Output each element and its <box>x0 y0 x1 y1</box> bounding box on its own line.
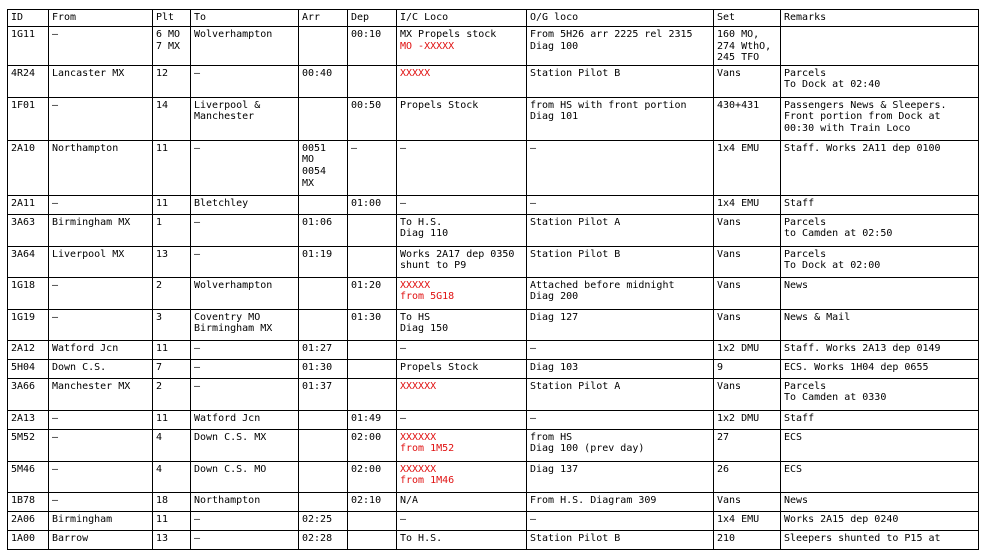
og-loco-cell: Station Pilot B <box>527 65 714 97</box>
remarks-cell: News & Mail <box>781 309 979 340</box>
ic-loco-cell <box>397 378 527 410</box>
arrival-cell <box>299 410 348 429</box>
departure-cell: 02:00 <box>348 461 397 492</box>
to-cell: Down C.S. MX <box>191 429 299 461</box>
header-og-loco: O/G loco <box>527 10 714 27</box>
platform-cell: 1 <box>153 214 191 246</box>
og-loco-cell: – <box>527 195 714 214</box>
train-id-cell: 1G18 <box>8 277 49 309</box>
ic-loco-text: Propels Stock <box>400 361 479 373</box>
arrival-cell <box>299 195 348 214</box>
arrival-cell <box>299 461 348 492</box>
set-cell: 1x4 EMU <box>714 511 781 530</box>
from-cell: – <box>49 27 153 66</box>
set-cell: 1x2 DMU <box>714 410 781 429</box>
platform-cell: 11 <box>153 410 191 429</box>
og-loco-cell: from HS Diag 100 (prev day) <box>527 429 714 461</box>
remarks-cell: News <box>781 277 979 309</box>
from-cell: – <box>49 195 153 214</box>
platform-cell: 11 <box>153 140 191 195</box>
to-cell: – <box>191 359 299 378</box>
header-from: From <box>49 10 153 27</box>
header-id: ID <box>8 10 49 27</box>
ic-loco-cell <box>397 492 527 511</box>
ic-loco-red-text: XXXXXX <box>400 380 437 392</box>
table-row <box>8 246 979 277</box>
set-cell: Vans <box>714 246 781 277</box>
arrival-cell <box>299 429 348 461</box>
to-cell: Down C.S. MO <box>191 461 299 492</box>
train-id-cell: 1G19 <box>8 309 49 340</box>
remarks-cell: ECS. Works 1H04 dep 0655 <box>781 359 979 378</box>
train-id-cell: 2A12 <box>8 340 49 359</box>
departure-cell <box>348 511 397 530</box>
arrival-cell: 00:40 <box>299 65 348 97</box>
ic-loco-text: To HS Diag 150 <box>400 311 449 335</box>
ic-loco-text: Propels Stock <box>400 99 479 111</box>
ic-loco-text: – <box>400 197 407 209</box>
ic-loco-cell <box>397 246 527 277</box>
to-cell: Northampton <box>191 492 299 511</box>
header-row <box>8 10 979 27</box>
set-cell: 210 <box>714 530 781 549</box>
ic-loco-cell <box>397 97 527 140</box>
to-cell: Coventry MO Birmingham MX <box>191 309 299 340</box>
ic-loco-cell <box>397 461 527 492</box>
ic-loco-text: N/A <box>400 494 419 506</box>
from-cell: Lancaster MX <box>49 65 153 97</box>
platform-cell: 2 <box>153 378 191 410</box>
ic-loco-text: – <box>400 142 407 154</box>
ic-loco-cell <box>397 309 527 340</box>
platform-cell: 7 <box>153 359 191 378</box>
og-loco-cell: Station Pilot A <box>527 378 714 410</box>
platform-cell: 13 <box>153 246 191 277</box>
set-cell: 430+431 <box>714 97 781 140</box>
platform-cell: 18 <box>153 492 191 511</box>
to-cell: – <box>191 214 299 246</box>
og-loco-cell: Diag 137 <box>527 461 714 492</box>
arrival-cell: 0051 MO 0054 MX <box>299 140 348 195</box>
platform-cell: 11 <box>153 340 191 359</box>
departure-cell: 00:50 <box>348 97 397 140</box>
ic-loco-red-text: MO -XXXXX <box>400 40 455 52</box>
header-remarks: Remarks <box>781 10 979 27</box>
arrival-cell: 01:06 <box>299 214 348 246</box>
to-cell: Wolverhampton <box>191 277 299 309</box>
arrival-cell: 02:28 <box>299 530 348 549</box>
train-id-cell: 5M46 <box>8 461 49 492</box>
table-row <box>8 429 979 461</box>
to-cell: – <box>191 530 299 549</box>
departure-cell: 02:00 <box>348 429 397 461</box>
train-id-cell: 2A11 <box>8 195 49 214</box>
from-cell: Liverpool MX <box>49 246 153 277</box>
arrival-cell: 01:30 <box>299 359 348 378</box>
remarks-cell: Staff <box>781 195 979 214</box>
to-cell: – <box>191 378 299 410</box>
train-id-cell: 2A06 <box>8 511 49 530</box>
from-cell: – <box>49 492 153 511</box>
departure-cell <box>348 340 397 359</box>
header-ic-loco: I/C Loco <box>397 10 527 27</box>
train-id-cell: 5H04 <box>8 359 49 378</box>
remarks-cell <box>781 27 979 66</box>
arrival-cell <box>299 277 348 309</box>
og-loco-cell: – <box>527 340 714 359</box>
departure-cell: 00:10 <box>348 27 397 66</box>
to-cell: – <box>191 340 299 359</box>
departure-cell <box>348 530 397 549</box>
table-row <box>8 359 979 378</box>
to-cell: Bletchley <box>191 195 299 214</box>
ic-loco-cell <box>397 359 527 378</box>
departure-cell: 01:30 <box>348 309 397 340</box>
table-row <box>8 27 979 66</box>
departure-cell <box>348 359 397 378</box>
ic-loco-cell <box>397 195 527 214</box>
remarks-cell: Parcels To Camden at 0330 <box>781 378 979 410</box>
ic-loco-text: Works 2A17 dep 0350 shunt to P9 <box>400 248 515 272</box>
remarks-cell: News <box>781 492 979 511</box>
timetable-body <box>8 27 979 550</box>
train-id-cell: 5M52 <box>8 429 49 461</box>
from-cell: Birmingham <box>49 511 153 530</box>
remarks-cell: ECS <box>781 461 979 492</box>
ic-loco-text: – <box>400 412 407 424</box>
set-cell: Vans <box>714 378 781 410</box>
header-dep: Dep <box>348 10 397 27</box>
ic-loco-red-text: XXXXX from 5G18 <box>400 279 455 303</box>
table-row <box>8 461 979 492</box>
to-cell: – <box>191 511 299 530</box>
remarks-cell: Staff <box>781 410 979 429</box>
platform-cell: 14 <box>153 97 191 140</box>
ic-loco-text: To H.S. Diag 110 <box>400 216 449 240</box>
og-loco-cell: From 5H26 arr 2225 rel 2315 Diag 100 <box>527 27 714 66</box>
og-loco-cell: Station Pilot B <box>527 530 714 549</box>
platform-cell: 4 <box>153 429 191 461</box>
platform-cell: 12 <box>153 65 191 97</box>
table-row <box>8 309 979 340</box>
train-id-cell: 1B78 <box>8 492 49 511</box>
from-cell: Barrow <box>49 530 153 549</box>
to-cell: Wolverhampton <box>191 27 299 66</box>
set-cell: Vans <box>714 214 781 246</box>
from-cell: – <box>49 309 153 340</box>
platform-cell: 11 <box>153 195 191 214</box>
table-row <box>8 378 979 410</box>
departure-cell: 01:49 <box>348 410 397 429</box>
ic-loco-cell <box>397 340 527 359</box>
ic-loco-text: – <box>400 342 407 354</box>
departure-cell <box>348 246 397 277</box>
table-row <box>8 277 979 309</box>
ic-loco-cell <box>397 27 527 66</box>
departure-cell: 01:20 <box>348 277 397 309</box>
ic-loco-cell <box>397 277 527 309</box>
from-cell: Watford Jcn <box>49 340 153 359</box>
table-row <box>8 195 979 214</box>
to-cell: Liverpool & Manchester <box>191 97 299 140</box>
to-cell: – <box>191 65 299 97</box>
platform-cell: 11 <box>153 511 191 530</box>
from-cell: Northampton <box>49 140 153 195</box>
ic-loco-cell <box>397 410 527 429</box>
set-cell: Vans <box>714 65 781 97</box>
header-arr: Arr <box>299 10 348 27</box>
og-loco-cell: Diag 127 <box>527 309 714 340</box>
platform-cell: 3 <box>153 309 191 340</box>
from-cell: Down C.S. <box>49 359 153 378</box>
from-cell: – <box>49 410 153 429</box>
platform-cell: 13 <box>153 530 191 549</box>
set-cell: 27 <box>714 429 781 461</box>
remarks-cell: Staff. Works 2A11 dep 0100 <box>781 140 979 195</box>
ic-loco-text: To H.S. <box>400 532 443 544</box>
header-to: To <box>191 10 299 27</box>
header-set: Set <box>714 10 781 27</box>
ic-loco-red-text: XXXXXX from 1M52 <box>400 431 455 455</box>
arrival-cell: 02:25 <box>299 511 348 530</box>
arrival-cell: 01:37 <box>299 378 348 410</box>
remarks-cell: ECS <box>781 429 979 461</box>
platform-cell: 6 MO 7 MX <box>153 27 191 66</box>
og-loco-cell: Station Pilot A <box>527 214 714 246</box>
set-cell: Vans <box>714 277 781 309</box>
from-cell: Birmingham MX <box>49 214 153 246</box>
header-plt: Plt <box>153 10 191 27</box>
from-cell: Manchester MX <box>49 378 153 410</box>
og-loco-cell: – <box>527 410 714 429</box>
to-cell: – <box>191 140 299 195</box>
og-loco-cell: Attached before midnight Diag 200 <box>527 277 714 309</box>
platform-cell: 4 <box>153 461 191 492</box>
og-loco-cell: – <box>527 140 714 195</box>
arrival-cell: 01:19 <box>299 246 348 277</box>
ic-loco-red-text: XXXXXX from 1M46 <box>400 463 455 487</box>
set-cell: 160 MO, 274 WthO, 245 TFO <box>714 27 781 66</box>
remarks-cell: Parcels To Dock at 02:00 <box>781 246 979 277</box>
table-row <box>8 530 979 549</box>
from-cell: – <box>49 461 153 492</box>
departure-cell: 02:10 <box>348 492 397 511</box>
train-id-cell: 3A64 <box>8 246 49 277</box>
ic-loco-cell <box>397 140 527 195</box>
platform-cell: 2 <box>153 277 191 309</box>
remarks-cell: Staff. Works 2A13 dep 0149 <box>781 340 979 359</box>
table-row <box>8 410 979 429</box>
from-cell: – <box>49 277 153 309</box>
og-loco-cell: Station Pilot B <box>527 246 714 277</box>
table-row <box>8 511 979 530</box>
ic-loco-cell <box>397 429 527 461</box>
remarks-cell: Parcels To Dock at 02:40 <box>781 65 979 97</box>
ic-loco-cell <box>397 511 527 530</box>
table-row <box>8 214 979 246</box>
remarks-cell: Passengers News & Sleepers. Front portion from Dock at 00:30 with Train Loco <box>781 97 979 140</box>
train-id-cell: 1F01 <box>8 97 49 140</box>
arrival-cell <box>299 97 348 140</box>
ic-loco-cell <box>397 530 527 549</box>
departure-cell <box>348 378 397 410</box>
remarks-cell: Works 2A15 dep 0240 <box>781 511 979 530</box>
set-cell: 1x4 EMU <box>714 195 781 214</box>
departure-cell <box>348 65 397 97</box>
table-row <box>8 140 979 195</box>
train-id-cell: 1A00 <box>8 530 49 549</box>
set-cell: Vans <box>714 309 781 340</box>
train-id-cell: 3A66 <box>8 378 49 410</box>
ic-loco-red-text: XXXXX <box>400 67 431 79</box>
table-row <box>8 340 979 359</box>
ic-loco-text: MX Propels stock <box>400 29 497 40</box>
train-id-cell: 3A63 <box>8 214 49 246</box>
departure-cell <box>348 214 397 246</box>
table-row <box>8 492 979 511</box>
table-row <box>8 97 979 140</box>
remarks-cell: Sleepers shunted to P15 at <box>781 530 979 549</box>
to-cell: – <box>191 246 299 277</box>
og-loco-cell: from HS with front portion Diag 101 <box>527 97 714 140</box>
arrival-cell: 01:27 <box>299 340 348 359</box>
train-id-cell: 4R24 <box>8 65 49 97</box>
timetable <box>7 9 979 550</box>
train-id-cell: 2A13 <box>8 410 49 429</box>
arrival-cell <box>299 27 348 66</box>
ic-loco-cell <box>397 214 527 246</box>
set-cell: 1x2 DMU <box>714 340 781 359</box>
og-loco-cell: From H.S. Diagram 309 <box>527 492 714 511</box>
train-id-cell: 2A10 <box>8 140 49 195</box>
arrival-cell <box>299 309 348 340</box>
to-cell: Watford Jcn <box>191 410 299 429</box>
set-cell: 1x4 EMU <box>714 140 781 195</box>
set-cell: Vans <box>714 492 781 511</box>
arrival-cell <box>299 492 348 511</box>
train-id-cell: 1G11 <box>8 27 49 66</box>
remarks-cell: Parcels to Camden at 02:50 <box>781 214 979 246</box>
og-loco-cell: Diag 103 <box>527 359 714 378</box>
from-cell: – <box>49 429 153 461</box>
departure-cell: – <box>348 140 397 195</box>
table-row <box>8 65 979 97</box>
og-loco-cell: – <box>527 511 714 530</box>
departure-cell: 01:00 <box>348 195 397 214</box>
ic-loco-text: – <box>400 513 407 525</box>
set-cell: 26 <box>714 461 781 492</box>
from-cell: – <box>49 97 153 140</box>
set-cell: 9 <box>714 359 781 378</box>
ic-loco-cell <box>397 65 527 97</box>
